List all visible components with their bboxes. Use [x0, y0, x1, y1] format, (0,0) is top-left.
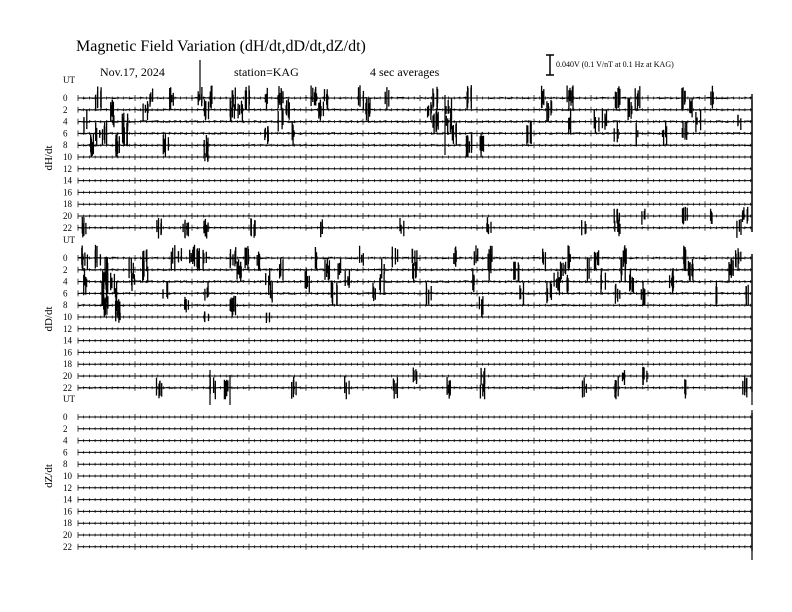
scale-bar	[546, 55, 554, 75]
activity-burst	[366, 99, 370, 122]
trace-row	[63, 483, 752, 493]
averaging-label: 4 sec averages	[370, 65, 440, 79]
trace-row	[63, 324, 752, 334]
activity-burst	[210, 86, 212, 109]
trace-row	[63, 98, 752, 121]
activity-burst	[123, 122, 128, 146]
hour-tick-label: 12	[63, 323, 72, 334]
activity-burst	[116, 134, 120, 157]
activity-burst	[325, 89, 328, 109]
hour-tick-label: 4	[63, 276, 68, 287]
hour-tick-label: 18	[63, 359, 72, 370]
activity-burst	[197, 248, 199, 270]
activity-burst	[271, 281, 273, 302]
activity-burst	[433, 108, 438, 133]
hour-tick-label: 10	[63, 152, 72, 162]
hour-tick-label: 18	[63, 199, 72, 210]
hour-tick-label: 18	[63, 518, 72, 529]
activity-burst	[487, 217, 491, 234]
activity-burst	[543, 249, 546, 272]
activity-burst	[615, 86, 620, 110]
hour-tick-label: 16	[63, 506, 72, 517]
hour-tick-label: 20	[63, 530, 72, 540]
trace-row	[63, 164, 752, 174]
activity-burst	[602, 108, 606, 130]
activity-burst	[103, 121, 107, 145]
activity-burst	[746, 285, 748, 306]
activity-burst	[568, 245, 570, 269]
activity-burst	[338, 257, 341, 279]
hour-tick-label: 8	[63, 459, 68, 470]
activity-burst	[670, 268, 674, 293]
hour-tick-label: 2	[63, 104, 68, 115]
trace-row	[63, 347, 752, 357]
panel-label: dZ/dt	[43, 464, 55, 488]
activity-burst	[547, 100, 552, 121]
trace-row	[63, 245, 752, 272]
activity-burst	[466, 134, 471, 157]
activity-burst	[623, 370, 625, 385]
activity-burst	[480, 134, 483, 157]
activity-burst	[237, 259, 241, 281]
trace-row	[63, 359, 752, 369]
hour-tick-label: 14	[63, 494, 72, 505]
activity-burst	[514, 262, 519, 283]
activity-burst	[682, 87, 685, 110]
activity-burst	[685, 379, 686, 398]
trace-row	[63, 187, 752, 197]
hour-tick-label: 6	[63, 288, 68, 299]
trace-row	[63, 447, 752, 457]
hour-tick-label: 10	[63, 312, 72, 322]
activity-burst	[547, 281, 552, 303]
hour-tick-label: 14	[63, 175, 72, 186]
trace-row	[63, 257, 752, 283]
hour-tick-label: 20	[63, 211, 72, 221]
activity-burst	[224, 380, 228, 400]
trace-row	[63, 436, 752, 446]
ut-axis-label: UT	[63, 235, 75, 245]
date-label: Nov.17, 2024	[100, 65, 165, 79]
activity-burst	[203, 250, 206, 270]
trace-row	[63, 176, 752, 186]
hour-tick-label: 6	[63, 128, 68, 139]
activity-burst	[392, 247, 397, 268]
trace-noise	[78, 97, 752, 99]
trace-row	[63, 471, 752, 481]
activity-burst	[561, 262, 566, 283]
trace-row	[63, 530, 752, 540]
activity-burst	[743, 376, 747, 397]
hour-tick-label: 16	[63, 187, 72, 198]
activity-burst	[569, 108, 571, 134]
activity-burst	[190, 245, 195, 267]
activity-burst	[428, 102, 432, 120]
trace-noise	[78, 269, 752, 271]
hour-tick-label: 22	[63, 222, 72, 233]
activity-burst	[601, 268, 605, 294]
activity-burst	[636, 123, 638, 146]
activity-burst	[185, 297, 189, 313]
tall-spikes	[200, 60, 752, 560]
hour-tick-label: 12	[63, 482, 72, 493]
trace-row	[63, 542, 752, 552]
activity-burst	[614, 121, 618, 143]
activity-burst	[111, 273, 115, 294]
trace-row	[63, 459, 752, 469]
hour-tick-label: 8	[63, 140, 68, 151]
activity-burst	[230, 247, 236, 268]
activity-burst	[393, 377, 397, 399]
activity-burst	[245, 246, 248, 269]
panel-dD-dt	[43, 235, 752, 399]
trace-row	[63, 281, 752, 306]
activity-burst	[104, 294, 108, 317]
activity-burst	[729, 258, 733, 283]
hour-tick-label: 0	[63, 412, 68, 422]
activity-burst	[595, 250, 599, 271]
activity-burst	[257, 252, 259, 271]
activity-burst	[615, 376, 618, 399]
activity-burst	[178, 248, 181, 262]
activity-burst	[95, 245, 100, 268]
activity-burst	[238, 101, 242, 122]
activity-burst	[716, 282, 717, 306]
trace-row	[63, 152, 752, 162]
trace-noise	[78, 109, 752, 111]
trace-row	[63, 376, 752, 399]
activity-burst	[286, 99, 289, 120]
trace-row	[63, 217, 752, 239]
hour-tick-label: 8	[63, 300, 68, 311]
scale-note: 0.040V (0.1 V/nT at 0.1 Hz at KAG)	[556, 60, 674, 69]
activity-burst	[82, 217, 86, 238]
trace-row	[63, 108, 752, 135]
activity-burst	[183, 220, 188, 239]
panel-dH-dt	[43, 75, 752, 239]
activity-burst	[230, 296, 235, 317]
activity-burst	[84, 268, 87, 295]
activity-burst	[170, 87, 174, 110]
hour-tick-label: 6	[63, 447, 68, 458]
hour-tick-label: 14	[63, 335, 72, 346]
trace-row	[63, 495, 752, 505]
hour-tick-label: 20	[63, 371, 72, 381]
activity-burst	[711, 86, 713, 109]
hour-tick-label: 10	[63, 471, 72, 481]
activity-burst	[150, 89, 153, 107]
activity-burst	[360, 246, 364, 266]
trace-row	[63, 199, 752, 209]
hour-tick-label: 22	[63, 382, 72, 393]
station-label: station=KAG	[234, 65, 299, 79]
activity-burst	[542, 86, 544, 109]
activity-burst	[554, 272, 559, 296]
trace-row	[63, 412, 752, 422]
activity-burst	[315, 247, 316, 270]
activity-burst	[642, 209, 645, 225]
activity-burst	[473, 268, 474, 292]
activity-burst	[265, 126, 269, 144]
trace-row	[63, 518, 752, 528]
trace-row	[63, 506, 752, 516]
trace-row	[63, 294, 752, 317]
activity-burst	[311, 86, 316, 107]
trace-row	[63, 85, 752, 111]
trace-row	[63, 311, 752, 323]
activity-burst	[305, 268, 309, 292]
activity-burst	[454, 247, 456, 267]
activity-burst	[684, 246, 686, 271]
trace-row	[63, 207, 752, 225]
activity-burst	[447, 377, 450, 399]
activity-burst	[690, 98, 692, 117]
activity-burst	[91, 134, 94, 157]
hour-tick-label: 4	[63, 116, 68, 127]
activity-burst	[143, 101, 148, 121]
hour-tick-label: 4	[63, 435, 68, 446]
hour-tick-label: 12	[63, 163, 72, 174]
activity-burst	[265, 88, 267, 109]
trace-row	[63, 133, 752, 157]
ut-axis-label: UT	[63, 394, 75, 404]
hour-tick-label: 0	[63, 253, 68, 263]
hour-tick-label: 0	[63, 93, 68, 103]
activity-burst	[736, 248, 741, 270]
hour-tick-label: 2	[63, 423, 68, 434]
trace-row	[63, 121, 752, 147]
activity-burst	[345, 269, 349, 288]
panel-dZ-dt	[43, 394, 752, 552]
panel-label: dH/dt	[43, 145, 55, 171]
activity-burst	[400, 218, 404, 236]
activity-burst	[711, 209, 712, 224]
activity-burst	[373, 283, 375, 302]
activity-burst	[171, 245, 175, 271]
trace-row	[63, 424, 752, 434]
activity-burst	[280, 257, 283, 280]
activity-burst	[266, 313, 269, 324]
activity-burst	[615, 217, 620, 236]
activity-burst	[520, 283, 524, 306]
activity-burst	[292, 121, 294, 146]
hour-tick-label: 22	[63, 541, 72, 552]
activity-burst	[113, 109, 114, 127]
activity-burst	[582, 377, 586, 397]
activity-burst	[688, 259, 693, 282]
chart-title: Magnetic Field Variation (dH/dt,dD/dt,dZ/dt)	[76, 38, 366, 55]
activity-burst	[474, 245, 477, 265]
activity-burst	[682, 121, 686, 139]
activity-burst	[278, 108, 283, 132]
activity-burst	[737, 219, 741, 238]
activity-burst	[204, 219, 208, 239]
activity-burst	[628, 99, 632, 121]
trace-row	[63, 367, 752, 385]
activity-burst	[641, 282, 645, 306]
activity-burst	[567, 275, 568, 294]
activity-burst	[163, 281, 168, 299]
ut-axis-label: UT	[63, 75, 75, 85]
activity-burst	[479, 296, 483, 317]
panel-label: dD/dt	[43, 306, 55, 332]
activity-burst	[205, 282, 208, 301]
trace-row	[63, 336, 752, 346]
hour-tick-label: 2	[63, 264, 68, 275]
activity-burst	[385, 87, 389, 110]
activity-burst	[630, 269, 634, 294]
hour-tick-label: 16	[63, 347, 72, 358]
